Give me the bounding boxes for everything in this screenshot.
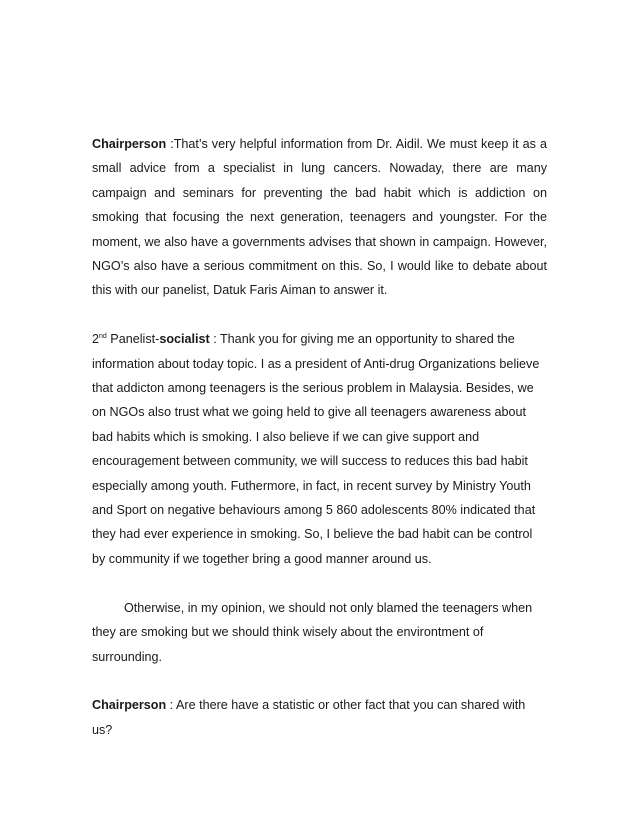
speaker-label: Chairperson [92, 137, 167, 151]
panelist-role-bold: socialist [159, 332, 210, 347]
panelist-paragraph [92, 327, 547, 571]
paragraph-spacer [92, 571, 547, 595]
paragraph-spacer [92, 303, 547, 327]
chairperson-paragraph-1 [92, 132, 547, 303]
opinion-paragraph [92, 596, 547, 669]
paragraph-text: : Are there have a statistic or other fact that you can shared with us? [92, 698, 526, 737]
paragraph-text: Otherwise, in my opinion, we should not only blamed the teenagers when they are smoking but we should think wisely about the environtment of surrounding. [92, 600, 533, 664]
paragraph-text: :That’s very helpful information from Dr. Aidil. We must keep it as a small advice from a specialist in lung cancers. Nowaday, there are many campaign and seminars for preventing the bad habit which is addiction on smoking that focusing the next generation, teenagers and youngster. For the moment, we also have a governments advises that shown in campaign. However, NGO’s also have a serious commitment on this. So, I would like to debate about this with our panelist, Datuk Faris Aiman to answer it. [92, 137, 547, 298]
panelist-ordinal: nd [99, 333, 107, 341]
paragraph-spacer [92, 669, 547, 693]
chairperson-paragraph-2 [92, 693, 547, 742]
panelist-number: 2 [92, 332, 100, 347]
paragraph-text: : Thank you for giving me an opportunity to shared the information about today topic. I as a president of Anti-drug Organizations believe that addicton among teenagers is the serious problem in Malaysia. Besides, we on NGOs also trust what we going held to give all teenagers awareness about bad habits which is smoking. I also believe if we can give support and encouragement between community, we will success to reduces this bad habit especially among youth. Futhermore, in fact, in recent survey by Ministry Youth and Sport on negative behaviours among 5 860 adolescents 80% indicated that they had ever experience in smoking. So, I believe the bad habit can be control by community if we together bring a good manner around us. [92, 332, 540, 566]
document-page [92, 132, 547, 742]
speaker-label: Chairperson [92, 698, 167, 713]
panelist-role: Panelist- [106, 332, 160, 347]
